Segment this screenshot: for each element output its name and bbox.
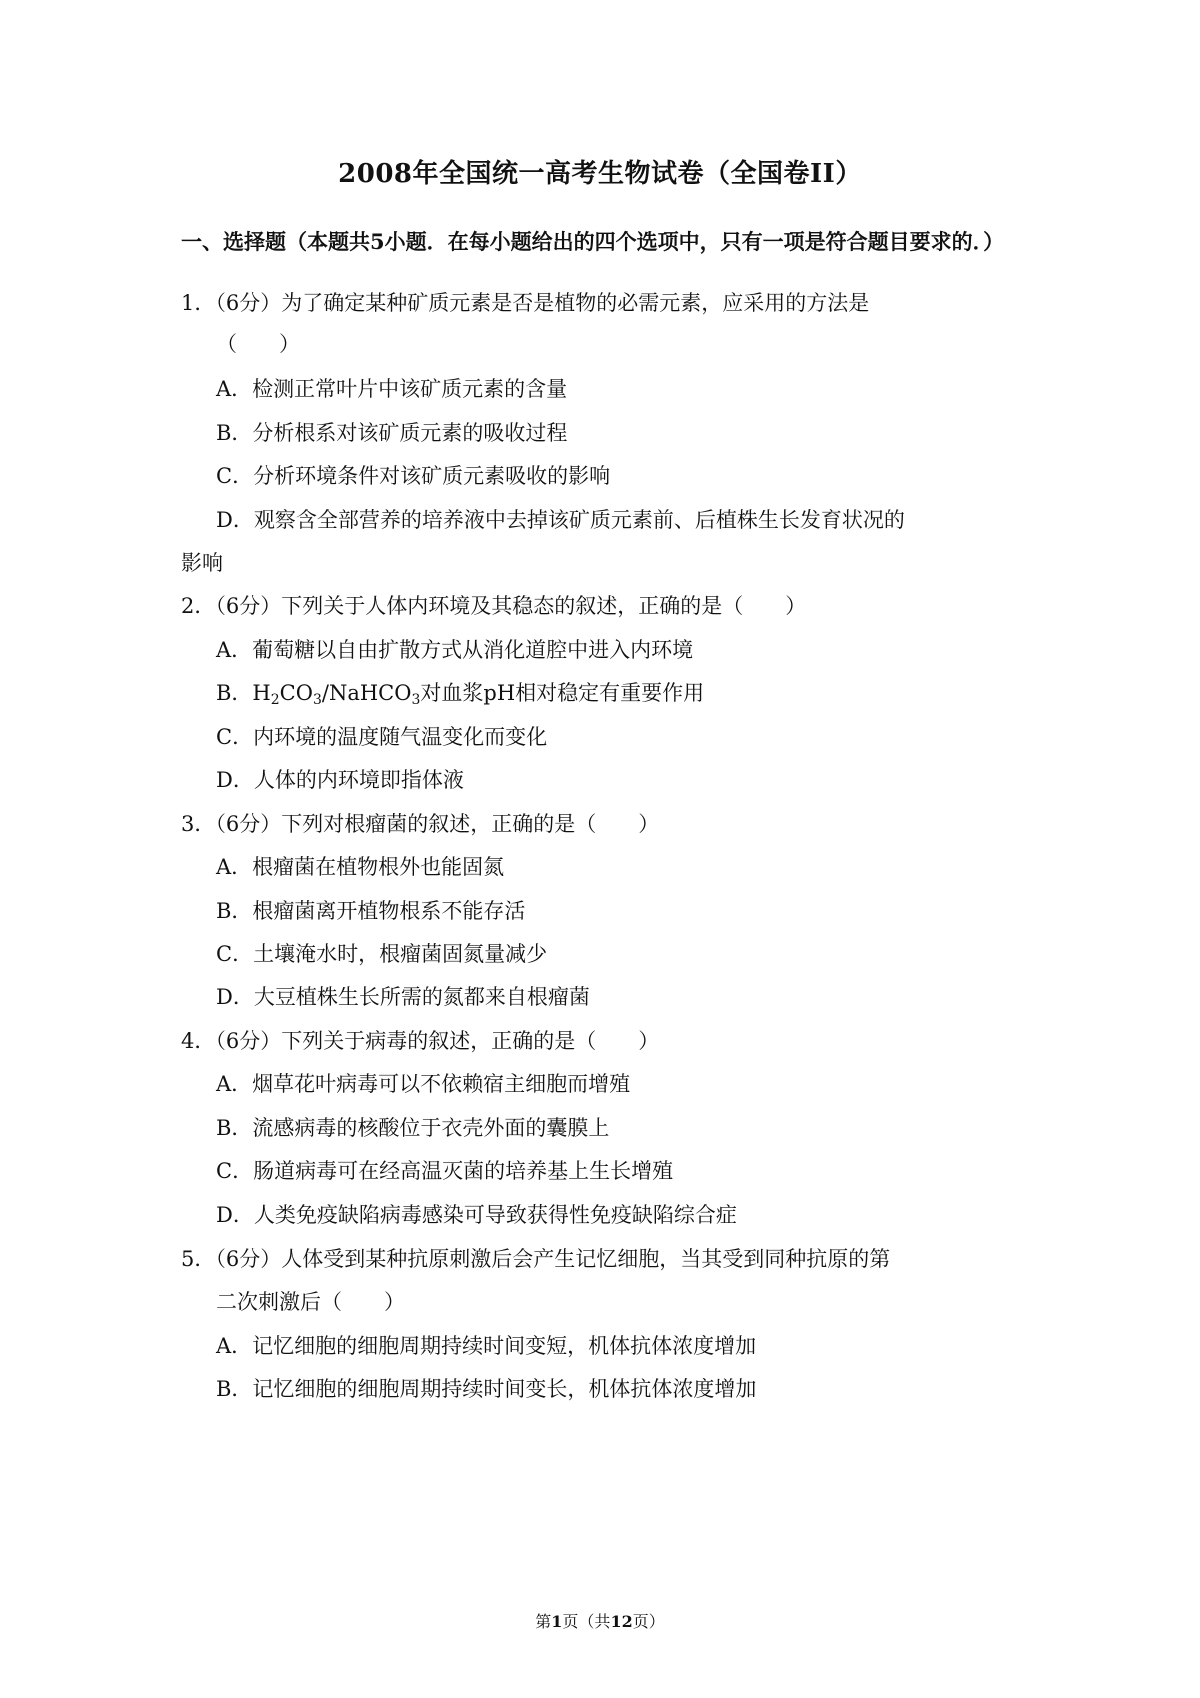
footer-prefix: 第 [535,1612,552,1631]
page-title: 2008年全国统一高考生物试卷（全国卷II） [338,159,862,189]
question-5-stem-continued: 二次刺激后（ ） [216,1290,405,1314]
question-4-option-a: A．烟草花叶病毒可以不依赖宿主细胞而增殖 [216,1072,631,1096]
question-1-option-a: A．检测正常叶片中该矿质元素的含量 [216,377,568,401]
question-3-stem: 3．（6分）下列对根瘤菌的叙述，正确的是（ ） [181,812,660,836]
option-b-prefix: B．H [216,681,271,705]
section-heading: 一、选择题（本题共5小题．在每小题给出的四个选项中，只有一项是符合题目要求的．） [181,229,1005,254]
page-footer [0,1611,1200,1633]
question-3-option-b: B．根瘤菌离开植物根系不能存活 [216,899,526,923]
question-4-stem: 4．（6分）下列关于病毒的叙述，正确的是（ ） [181,1029,660,1053]
question-2-option-c: C．内环境的温度随气温变化而变化 [216,725,548,749]
question-1-option-b: B．分析根系对该矿质元素的吸收过程 [216,421,568,445]
question-1-option-d-continued: 影响 [181,551,223,575]
total-pages: 12 [610,1612,633,1631]
question-1-option-c: C．分析环境条件对该矿质元素吸收的影响 [216,464,611,488]
formula-part: CO [279,681,313,705]
footer-mid: 页（共 [562,1612,611,1631]
question-2-option-b [216,678,704,708]
question-5-option-a: A．记忆细胞的细胞周期持续时间变短，机体抗体浓度增加 [216,1334,757,1358]
question-4-option-c: C．肠道病毒可在经高温灭菌的培养基上生长增殖 [216,1159,674,1183]
question-4-option-b: B．流感病毒的核酸位于衣壳外面的囊膜上 [216,1116,610,1140]
current-page-number: 1 [551,1612,563,1631]
question-2-option-a: A．葡萄糖以自由扩散方式从消化道腔中进入内环境 [216,638,694,662]
subscript: 3 [312,692,322,708]
question-3-option-c: C．土壤淹水时，根瘤菌固氮量减少 [216,942,548,966]
footer-suffix: 页） [632,1612,665,1631]
question-1-stem: 1．（6分）为了确定某种矿质元素是否是植物的必需元素，应采用的方法是 [181,291,870,315]
question-3-option-d: D．大豆植株生长所需的氮都来自根瘤菌 [216,985,590,1009]
question-1-answer-bracket: （ ） [216,332,300,356]
subscript: 3 [411,692,421,708]
question-2-stem: 2．（6分）下列关于人体内环境及其稳态的叙述，正确的是（ ） [181,594,807,618]
question-2-option-d: D．人体的内环境即指体液 [216,768,464,792]
question-4-option-d: D．人类免疫缺陷病毒感染可导致获得性免疫缺陷综合症 [216,1203,737,1227]
question-1-option-d: D．观察含全部营养的培养液中去掉该矿质元素前、后植株生长发育状况的 [216,508,905,532]
question-5-option-b: B．记忆细胞的细胞周期持续时间变长，机体抗体浓度增加 [216,1377,757,1401]
formula-part: /NaHCO [321,681,412,705]
question-3-option-a: A．根瘤菌在植物根外也能固氮 [216,855,505,879]
option-b-suffix: 对血浆pH相对稳定有重要作用 [420,681,705,705]
subscript: 2 [270,692,280,708]
question-5-stem: 5．（6分）人体受到某种抗原刺激后会产生记忆细胞，当其受到同种抗原的第 [181,1247,891,1271]
